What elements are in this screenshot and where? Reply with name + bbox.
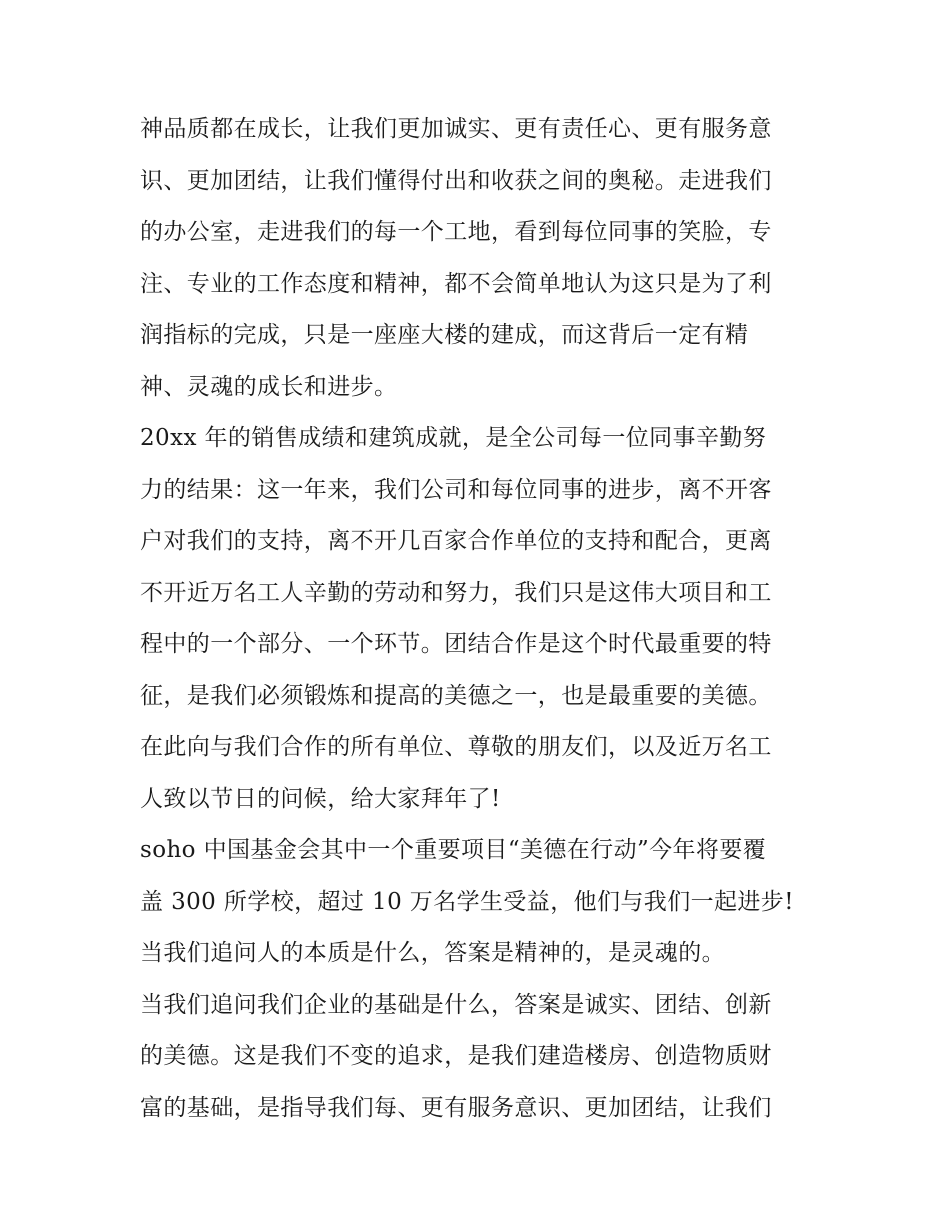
text-line: 的美德。这是我们不变的追求，是我们建造楼房、创造物质财 xyxy=(140,1043,772,1069)
text-line: 人致以节日的问候，给大家拜年了! xyxy=(140,785,501,812)
text-line: 识、更加团结，让我们懂得付出和收获之间的奥秘。走进我们 xyxy=(140,167,772,194)
text-line: 征，是我们必须锻炼和提高的美德之一，也是最重要的美德。 xyxy=(140,682,772,709)
text-line: 注、专业的工作态度和精神，都不会简单地认为这只是为了利 xyxy=(140,270,772,297)
text-line: 不开近万名工人辛勤的劳动和努力，我们只是这伟大项目和工 xyxy=(140,579,772,606)
text-line: 力的结果：这一年来，我们公司和每位同事的进步，离不开客 xyxy=(140,476,772,503)
text-line: soho 中国基金会其中一个重要项目“美德在行动”今年将要覆 xyxy=(140,837,767,863)
text-line: 神、灵魂的成长和进步。 xyxy=(140,373,398,400)
body-text xyxy=(140,104,820,1134)
text-line: 当我们追问人的本质是什么，答案是精神的，是灵魂的。 xyxy=(140,940,725,966)
text-line: 的办公室，走进我们的每一个工地，看到每位同事的笑脸，专 xyxy=(140,219,772,245)
text-line: 富的基础，是指导我们每、更有服务意识、更加团结，让我们 xyxy=(140,1094,772,1121)
text-line: 盖 300 所学校，超过 10 万名学生受益，他们与我们一起进步! xyxy=(140,888,794,915)
text-line: 在此向与我们合作的所有单位、尊敬的朋友们，以及近万名工 xyxy=(140,734,772,760)
text-line: 20xx 年的销售成绩和建筑成就，是全公司每一位同事辛勤努 xyxy=(140,425,767,451)
text-line: 神品质都在成长，让我们更加诚实、更有责任心、更有服务意 xyxy=(140,116,772,142)
text-line: 程中的一个部分、一个环节。团结合作是这个时代最重要的特 xyxy=(140,631,772,657)
text-line: 户对我们的支持，离不开几百家合作单位的支持和配合，更离 xyxy=(140,528,772,554)
text-line: 润指标的完成，只是一座座大楼的建成，而这背后一定有精 xyxy=(140,322,749,348)
text-line: 当我们追问我们企业的基础是什么，答案是诚实、团结、创新 xyxy=(140,991,772,1018)
